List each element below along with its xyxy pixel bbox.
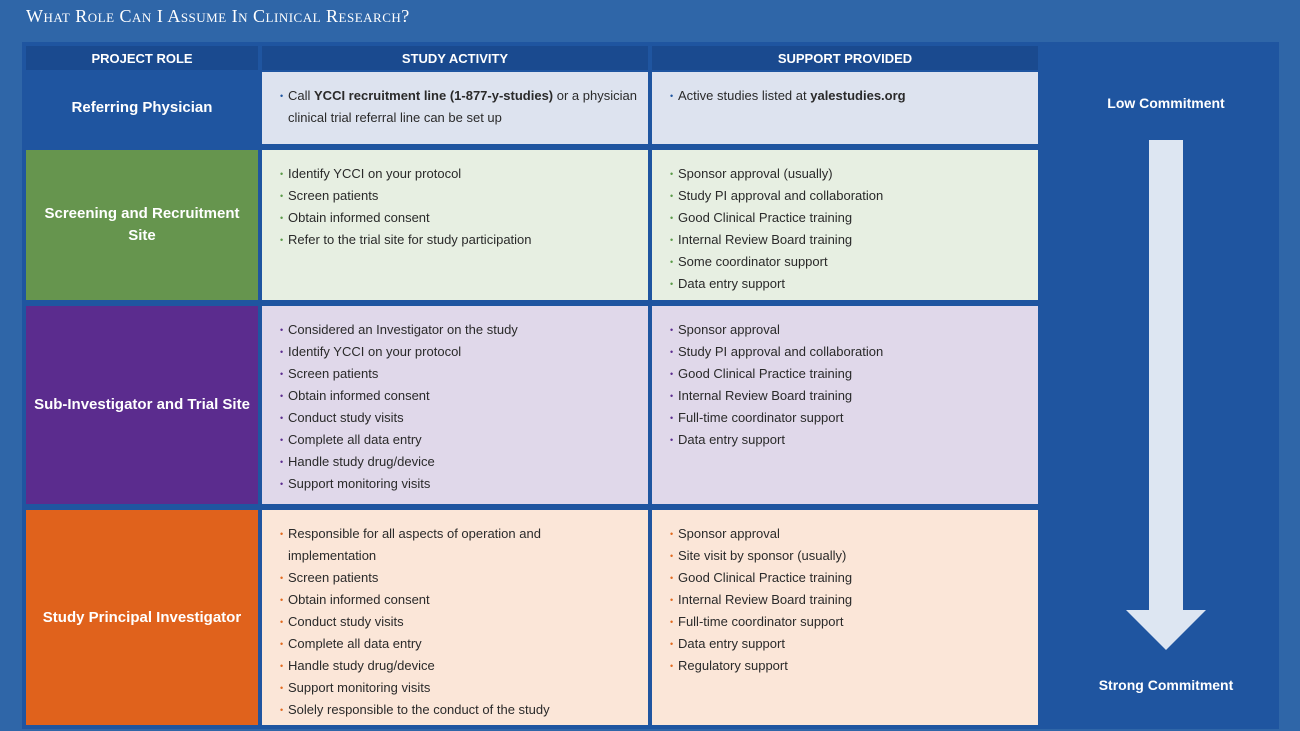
header-project-role: PROJECT ROLE <box>26 46 258 70</box>
list-item: • Solely responsible to the conduct of the study <box>288 699 638 721</box>
role-referring-physician: Referring Physician <box>26 72 258 144</box>
list-item: • Data entry support <box>678 633 1028 655</box>
list-item: • Internal Review Board training <box>678 229 1028 251</box>
list-item: • Identify YCCI on your protocol <box>288 163 638 185</box>
list-item: • Data entry support <box>678 429 1028 451</box>
activity-cell-screening-recruitment-site <box>262 150 648 300</box>
list-item: • Regulatory support <box>678 655 1028 677</box>
support-list <box>678 85 1028 107</box>
website-text: yalestudies.org <box>810 88 906 103</box>
header-support-provided: SUPPORT PROVIDED <box>652 46 1038 70</box>
support-cell-referring-physician <box>652 72 1038 144</box>
list-item: • Data entry support <box>678 273 1028 295</box>
list-item: • Support monitoring visits <box>288 677 638 699</box>
support-text: Active studies listed at <box>678 88 811 103</box>
activity-cell-referring-physician <box>262 72 648 144</box>
down-arrow-icon <box>1120 140 1212 652</box>
list-item: • Sponsor approval <box>678 523 1028 545</box>
list-item: • Screen patients <box>288 363 638 385</box>
list-item <box>678 85 1028 107</box>
activity-text: Call <box>288 88 315 103</box>
list-item <box>288 85 638 129</box>
list-item: • Screen patients <box>288 567 638 589</box>
activity-list <box>288 85 638 129</box>
activity-cell-sub-investigator <box>262 306 648 504</box>
list-item: • Conduct study visits <box>288 407 638 429</box>
list-item: • Full-time coordinator support <box>678 407 1028 429</box>
page-title: What Role Can I Assume In Clinical Research? <box>26 6 410 26</box>
support-list <box>678 319 1028 451</box>
list-item: • Support monitoring visits <box>288 473 638 495</box>
list-item: • Screen patients <box>288 185 638 207</box>
header-study-activity: STUDY ACTIVITY <box>262 46 648 70</box>
list-item: • Handle study drug/device <box>288 655 638 677</box>
list-item: • Sponsor approval <box>678 319 1028 341</box>
list-item: • Obtain informed consent <box>288 207 638 229</box>
list-item: • Some coordinator support <box>678 251 1028 273</box>
activity-list <box>288 163 638 251</box>
list-item: • Good Clinical Practice training <box>678 363 1028 385</box>
role-screening-recruitment-site: Screening and Recruitment Site <box>26 150 258 300</box>
list-item: • Obtain informed consent <box>288 589 638 611</box>
list-item: • Internal Review Board training <box>678 589 1028 611</box>
list-item: • Good Clinical Practice training <box>678 567 1028 589</box>
list-item: • Refer to the trial site for study participation <box>288 229 638 251</box>
activity-list <box>288 523 638 721</box>
list-item: • Complete all data entry <box>288 429 638 451</box>
support-cell-principal-investigator <box>652 510 1038 725</box>
role-study-principal-investigator: Study Principal Investigator <box>26 510 258 725</box>
role-sub-investigator-trial-site: Sub-Investigator and Trial Site <box>26 306 258 504</box>
list-item: • Identify YCCI on your protocol <box>288 341 638 363</box>
support-list <box>678 163 1028 295</box>
recruitment-line-text: YCCI recruitment line (1-877-y-studies) <box>314 88 554 103</box>
list-item: • Considered an Investigator on the study <box>288 319 638 341</box>
support-cell-sub-investigator <box>652 306 1038 504</box>
support-cell-screening-recruitment-site <box>652 150 1038 300</box>
list-item: • Internal Review Board training <box>678 385 1028 407</box>
support-list <box>678 523 1028 677</box>
activity-text: or a physician clinical trial referral line can be set up <box>288 88 637 125</box>
list-item: • Complete all data entry <box>288 633 638 655</box>
list-item: • Study PI approval and collaboration <box>678 341 1028 363</box>
list-item: • Handle study drug/device <box>288 451 638 473</box>
list-item: • Responsible for all aspects of operation and implementation <box>288 523 638 567</box>
low-commitment-label: Low Commitment <box>1107 95 1225 111</box>
list-item: • Site visit by sponsor (usually) <box>678 545 1028 567</box>
list-item: • Good Clinical Practice training <box>678 207 1028 229</box>
activity-list <box>288 319 638 495</box>
list-item: • Obtain informed consent <box>288 385 638 407</box>
list-item: • Full-time coordinator support <box>678 611 1028 633</box>
strong-commitment-label: Strong Commitment <box>1098 677 1234 693</box>
list-item: • Study PI approval and collaboration <box>678 185 1028 207</box>
activity-cell-principal-investigator <box>262 510 648 725</box>
list-item: • Sponsor approval (usually) <box>678 163 1028 185</box>
list-item: • Conduct study visits <box>288 611 638 633</box>
